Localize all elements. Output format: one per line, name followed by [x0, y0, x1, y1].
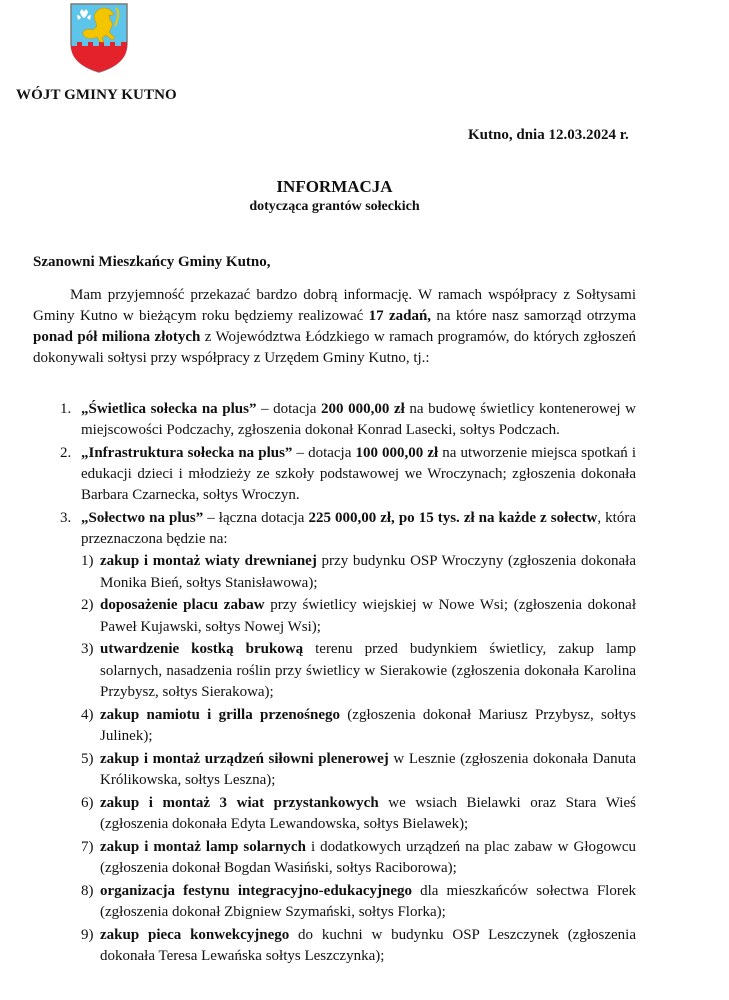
program-amount: 200 000,00 zł: [321, 401, 405, 417]
task-name: organizacja festynu integracyjno-edukacyjnego: [100, 882, 412, 899]
task-number: 3): [81, 641, 94, 657]
coat-of-arms-icon: [68, 2, 130, 74]
task-details: do kuchni w budynku OSP Leszczynek (zgłoszenia dokonała Teresa Lewańska sołtys Leszczynka);: [100, 926, 636, 964]
task-item: [81, 595, 636, 638]
program-name: „Infrastruktura sołecka na plus”: [81, 445, 293, 461]
task-name: zakup i montaż lamp solarnych: [100, 838, 306, 855]
task-item: [81, 925, 636, 968]
document-title: INFORMACJA: [276, 177, 393, 196]
item-number: 2.: [60, 445, 72, 461]
task-name: zakup i montaż wiaty drewnianej: [100, 553, 317, 569]
task-name: zakup i montaż urządzeń siłowni plenerowej: [100, 750, 389, 767]
task-number: 1): [81, 553, 94, 569]
task-details: we wsiach Bielawki oraz Stara Wieś (zgłoszenia dokonała Edyta Lewandowska, sołtys Bielawek);: [100, 794, 636, 832]
intro-text: z Województwa Łódzkiego w ramach programów, do których zgłoszeń dokonywali sołtysi przy współpracy z Urzędem Gminy Kutno, tj.:: [33, 329, 636, 366]
task-details: przy świetlicy wiejskiej w Nowe Wsi; (zgłoszenia dokonał Paweł Kujawski, sołtys Nowej Wsi);: [100, 597, 636, 635]
task-name: zakup i montaż 3 wiat przystankowych: [100, 794, 379, 811]
tasks-list: [81, 551, 636, 968]
program-item: [33, 399, 636, 441]
intro-text: na które nasz samorząd otrzyma: [431, 308, 636, 324]
task-item: [81, 705, 636, 748]
task-number: 4): [81, 706, 94, 723]
document-date: Kutno, dnia 12.03.2024 r.: [468, 127, 629, 143]
intro-paragraph: [33, 285, 636, 369]
programs-list: [33, 399, 636, 970]
task-number: 2): [81, 597, 94, 613]
program-item: [33, 443, 636, 506]
program-item: [33, 508, 636, 968]
task-item: [81, 881, 636, 924]
program-text: – łączna dotacja: [203, 510, 309, 526]
task-number: 5): [81, 750, 94, 767]
task-item: [81, 793, 636, 836]
task-item: [81, 639, 636, 704]
task-name: utwardzenie kostką brukową: [100, 641, 304, 657]
program-description: na budowę świetlicy kontenerowej w miejscowości Podczachy, zgłoszenia dokonał Konrad Lasecki, sołtys Podczach.: [81, 401, 637, 438]
task-count: 17 zadań,: [368, 308, 432, 324]
program-amount: 225 000,00 zł, po 15 tys. zł na każde z sołectw: [308, 510, 598, 526]
task-details: przy budynku OSP Wroczyny (zgłoszenia dokonała Monika Bień, sołtys Stanisławowa);: [100, 553, 636, 591]
task-number: 6): [81, 794, 94, 811]
task-details: terenu przed budynkiem świetlicy, zakup lamp solarnych, nasadzenia roślin przy świetlicy w Sierakowie (zgłoszenia dokonała Karolina Przybysz, sołtys Sierakowa);: [100, 641, 636, 700]
program-name: „Sołectwo na plus”: [81, 510, 204, 526]
task-number: 8): [81, 882, 94, 899]
task-number: 9): [81, 926, 94, 943]
intro-text: Mam przyjemność przekazać bardzo dobrą informację. W ramach współpracy z Sołtysami Gminy Kutno w bieżącym roku będziemy realizować: [33, 287, 636, 324]
program-name: „Świetlica sołecka na plus”: [81, 401, 257, 417]
item-number: 1.: [60, 401, 72, 417]
task-item: [81, 551, 636, 594]
document-subtitle: dotycząca grantów sołeckich: [249, 199, 420, 214]
program-text: – dotacja: [292, 445, 356, 461]
task-details: dla mieszkańców sołectwa Florek (zgłoszenia dokonał Zbigniew Szymański, sołtys Florka);: [100, 882, 636, 920]
task-name: doposażenie placu zabaw: [100, 597, 265, 613]
program-text: – dotacja: [256, 401, 322, 417]
task-name: zakup namiotu i grilla przenośnego: [100, 706, 341, 723]
office-name: WÓJT GMINY KUTNO: [16, 87, 177, 103]
task-number: 7): [81, 838, 94, 855]
program-description: , która przeznaczona będzie na:: [81, 510, 636, 547]
task-details: i dodatkowych urządzeń na plac zabaw w Głogowcu (zgłoszenia dokonał Bogdan Wasiński, sołtys Raciborowa);: [100, 838, 636, 876]
task-item: [81, 749, 636, 792]
task-details: (zgłoszenia dokonał Mariusz Przybysz, sołtys Julinek);: [100, 706, 636, 744]
task-item: [81, 837, 636, 880]
item-number: 3.: [60, 510, 72, 526]
program-amount: 100 000,00 zł: [355, 445, 439, 461]
greeting: Szanowni Mieszkańcy Gminy Kutno,: [33, 254, 271, 270]
program-description: na utworzenie miejsca spotkań i edukacji dzieci i młodzieży ze szkoły podstawowej we Wroczynach; zgłoszenia dokonała Barbara Czarnecka, sołtys Wroczyn.: [81, 445, 637, 503]
task-name: zakup pieca konwekcyjnego: [100, 926, 290, 943]
funding-total: ponad pół miliona złotych: [33, 329, 201, 345]
task-details: w Lesznie (zgłoszenia dokonała Danuta Królikowska, sołtys Leszna);: [100, 750, 636, 788]
